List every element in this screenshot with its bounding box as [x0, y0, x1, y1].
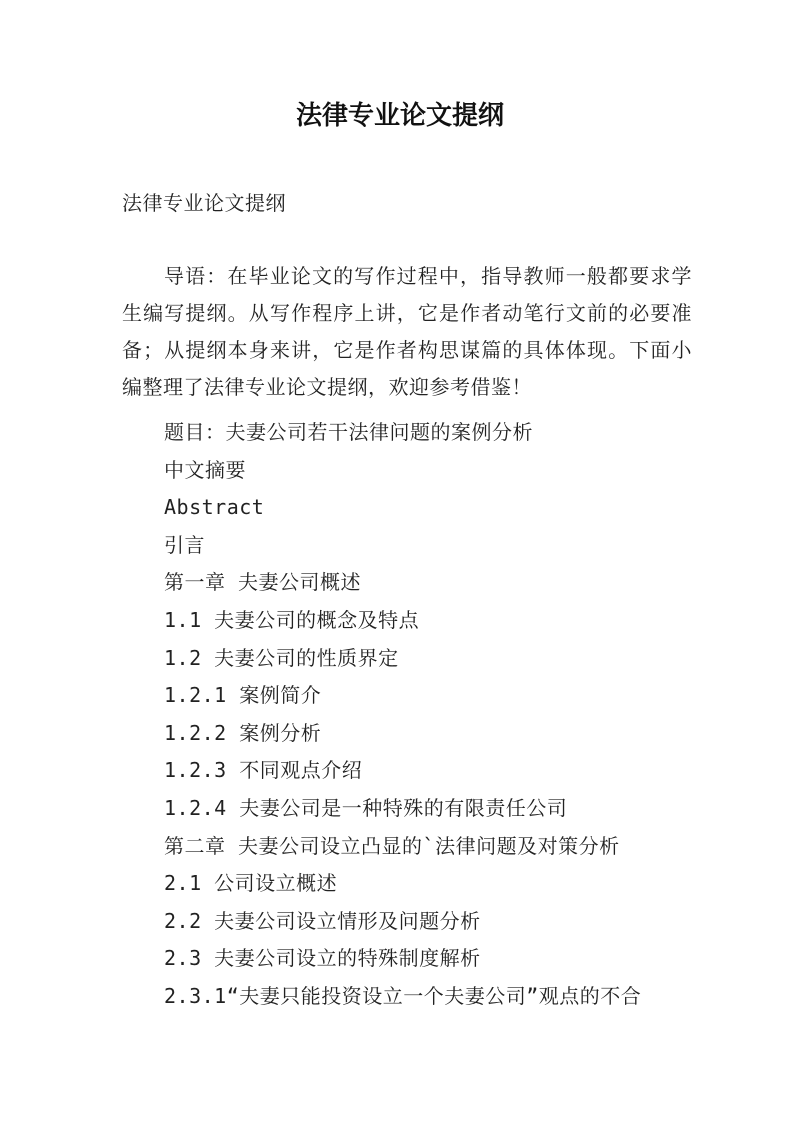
outline-item: Abstract — [164, 495, 265, 520]
outline-item: 1.1 夫妻公司的概念及特点 — [164, 607, 420, 632]
document-title: 法律专业论文提纲 — [295, 101, 504, 131]
outline-item: 1.2.2 案例分析 — [164, 720, 322, 745]
outline-item: 第二章 夫妻公司设立凸显的`法律问题及对策分析 — [164, 833, 620, 858]
outline-item: 2.3.1“夫妻只能投资设立一个夫妻公司”观点的不合 — [164, 983, 642, 1008]
outline-item: 1.2.3 不同观点介绍 — [164, 758, 363, 783]
outline-item: 第一章 夫妻公司概述 — [164, 570, 362, 595]
outline-item: 2.2 夫妻公司设立情形及问题分析 — [164, 908, 481, 933]
outline-item: 题目：夫妻公司若干法律问题的案例分析 — [164, 420, 533, 444]
outline-item: 1.2.4 夫妻公司是一种特殊的有限责任公司 — [164, 795, 568, 820]
document-subtitle: 法律专业论文提纲 — [122, 191, 286, 215]
outline-list — [164, 414, 724, 1016]
outline-item: 2.1 公司设立概述 — [164, 871, 338, 896]
outline-item: 1.2 夫妻公司的性质界定 — [164, 645, 399, 670]
outline-item: 引言 — [164, 532, 205, 557]
outline-item: 1.2.1 案例简介 — [164, 683, 322, 708]
intro-paragraph: 导语：在毕业论文的写作过程中，指导教师一般都要求学生编写提纲。从写作程序上讲，它是作者动笔行文前的必要准备；从提纲本身来讲，它是作者构思谋篇的具体体现。下面小编整理了法律专业论文提纲，欢迎参考借鉴！ — [122, 264, 692, 399]
outline-item: 中文摘要 — [164, 457, 246, 482]
outline-item: 2.3 夫妻公司设立的特殊制度解析 — [164, 946, 481, 971]
